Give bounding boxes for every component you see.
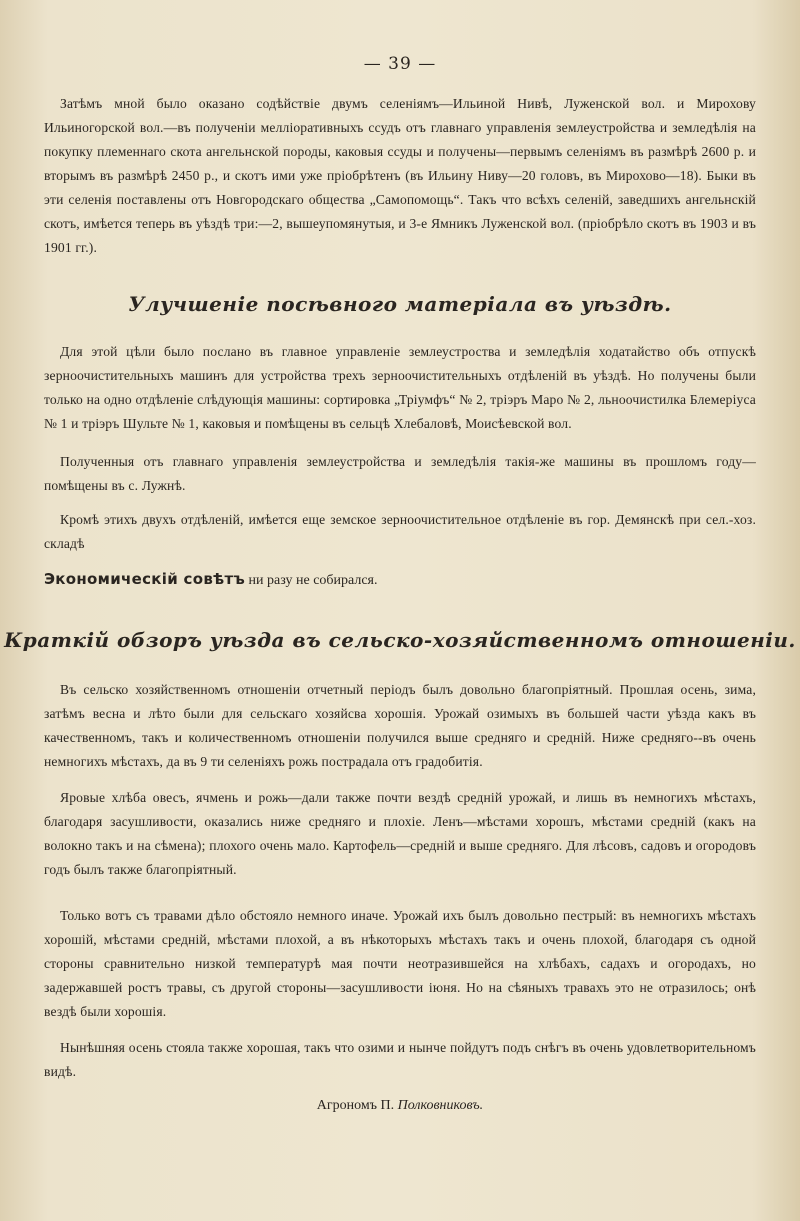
paragraph-3-text: Полученныя отъ главнаго управленія землеустройства и земледѣлія такія-же машины въ прошломъ году—помѣщены въ с. Лужнѣ.	[44, 454, 756, 493]
paragraph-1	[44, 92, 756, 260]
paragraph-8	[44, 1036, 756, 1084]
paragraph-7-text: Только вотъ съ травами дѣло обстояло немного иначе. Урожай ихъ былъ довольно пестрый: въ немногихъ мѣстахъ хорошій, мѣстами средній, мѣстами плохой, а въ нѣкоторыхъ мѣстахъ такъ и очень плохой, благодаря съ одной стороны сравнительно низкой температурѣ мая почти неотразившейся на хлѣбахъ, садахъ и огородахъ, но задержавшей ростъ травы, съ другой стороны—засушливости іюня. Но на сѣяныхъ травахъ это не отразилось; онѣ вездѣ были хорошія.	[44, 908, 756, 1019]
economic-council-label: Экономическій совѣтъ	[44, 570, 246, 588]
paragraph-1-text: Затѣмъ мной было оказано содѣйствіе двумъ селеніямъ—Ильиной Нивѣ, Луженской вол. и Мирохову Ильиногорской вол.—въ полученіи мелліоративныхъ ссудъ отъ главнаго управленія землеустройства и земледѣлія на покупку племеннаго скота ангельнской породы, каковыя ссуды и получены—первымъ селеніямъ въ размѣрѣ 2600 р. и вторымъ въ размѣрѣ 2450 р., и скотъ ими уже пріобрѣтенъ (въ Ильину Ниву—20 головъ, въ Мирохово—18). Быки въ эти селенія поставлены отъ Новгородскаго общества „Самопомощь“. Такъ что всѣхъ селеній, заведшихъ ангельнскій скотъ, имѣется теперь въ уѣздѣ три:—2, вышеупомянутыя, и 3-е Ямникъ Луженской вол. (пріобрѣло скотъ въ 1903 и въ 1901 гг.).	[44, 96, 756, 255]
paragraph-8-text: Нынѣшняя осень стояла также хорошая, такъ что озими и нынче пойдутъ подъ снѣгъ въ очень удовлетворительномъ видѣ.	[44, 1040, 756, 1079]
section-heading-overview: Краткій обзоръ уѣзда въ сельско-хозяйственномъ отношеніи.	[4, 628, 796, 652]
signature	[0, 1098, 800, 1114]
signature-title: Агрономъ П.	[316, 1098, 395, 1113]
page-number: — 39 —	[363, 54, 437, 74]
paragraph-5-text: Въ сельско хозяйственномъ отношеніи отчетный періодъ былъ довольно благопріятный. Прошлая осень, зима, затѣмъ весна и лѣто были для сельскаго хозяйсва хорошія. Урожай озимыхъ въ большей части уѣзда какъ въ качественномъ, такъ и количественномъ отношеніи получился выше средняго и средній. Ниже средняго--въ очень немногихъ мѣстахъ, да въ 9 ти селеніяхъ рожь пострадала отъ градобитія.	[44, 682, 756, 769]
paragraph-3	[44, 450, 756, 498]
section-heading-seed-improvement: Улучшеніе посѣвного матеріала въ уѣздѣ.	[128, 292, 672, 316]
paragraph-6-text: Яровые хлѣба овесъ, ячмень и рожь—дали также почти вездѣ средній урожай, и лишь въ немногихъ мѣстахъ, благодаря засушливости, оказались ниже средняго и плохіе. Ленъ—мѣстами хорошъ, мѣстами средній (какъ на волокно такъ и на сѣмена); плохого очень мало. Картофель—средній и выше средняго. Для лѣсовъ, садовъ и огородовъ годъ былъ также благопріятный.	[44, 790, 756, 877]
paragraph-4-text: Кромѣ этихъ двухъ отдѣленій, имѣется еще земское зерноочистительное отдѣленіе въ гор. Демянскѣ при сел.-хоз. складѣ	[44, 512, 756, 551]
paragraph-2	[44, 340, 756, 436]
signature-name: Полковниковъ.	[397, 1098, 484, 1113]
paragraph-5	[44, 678, 756, 774]
paragraph-2-text: Для этой цѣли было послано въ главное управленіе землеустроства и земледѣлія ходатайство объ отпускѣ зерноочистительныхъ машинъ для устройства трехъ зерноочистительныхъ отдѣленій въ уѣздѣ. Но получены были только на одно отдѣленіе слѣдующія машины: сортировка „Тріумфъ“ № 2, тріэръ Маро № 2, льноочистилка Блемеріуса № 1 и тріэръ Шультe № 1, каковыя и помѣщены въ сельцѣ Хлебаловѣ, Моисѣевской вол.	[44, 344, 756, 431]
paragraph-7	[44, 904, 756, 1024]
economic-council-text: ни разу не собирался.	[245, 573, 378, 588]
economic-council-line	[44, 570, 756, 589]
paragraph-4	[44, 508, 756, 556]
paragraph-6	[44, 786, 756, 882]
